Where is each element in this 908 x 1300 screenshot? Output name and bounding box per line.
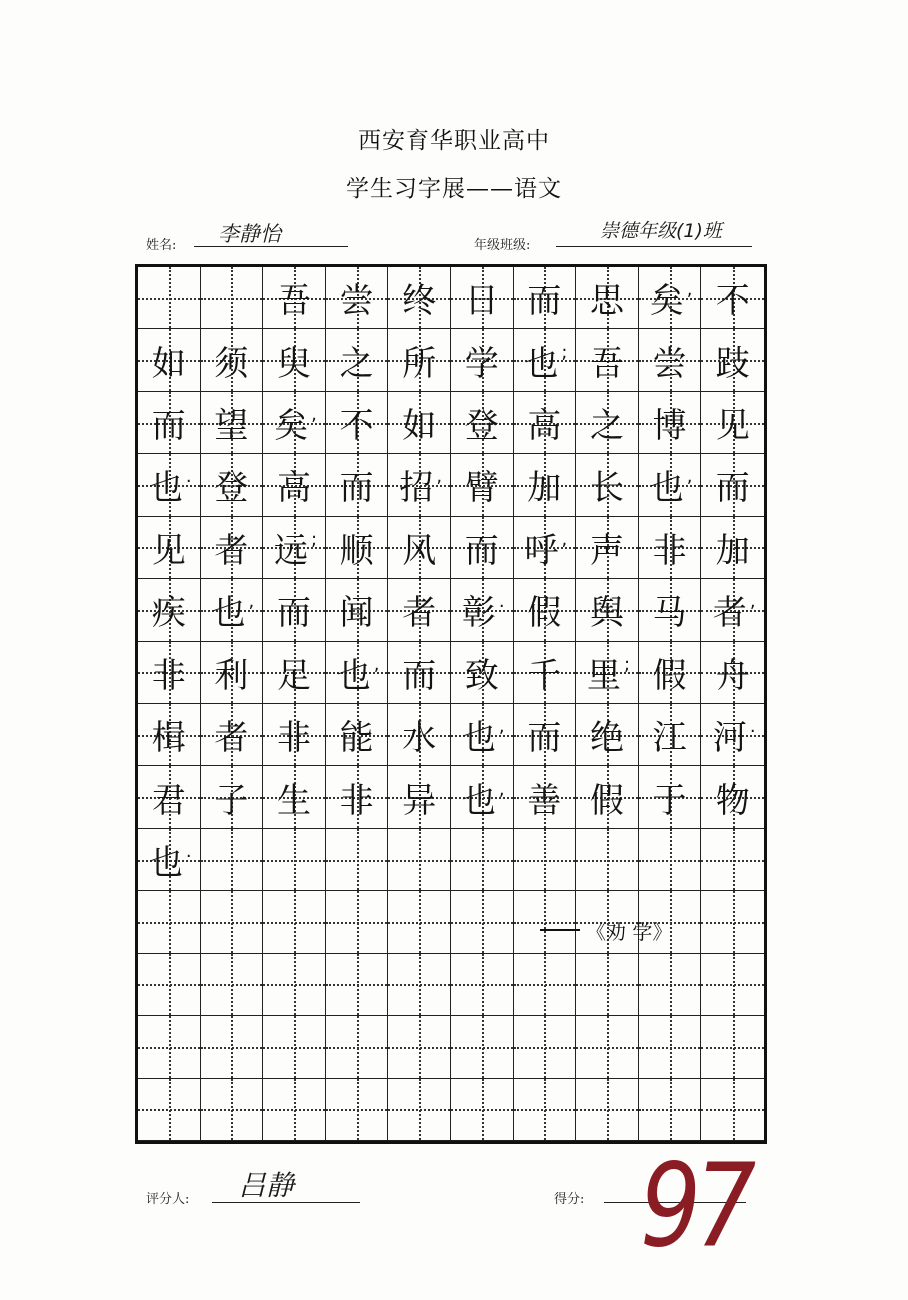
grid-cell (138, 329, 201, 391)
cell-character: 招 (399, 468, 434, 509)
grid-cell (514, 267, 577, 329)
cell-character: 臂 (464, 468, 499, 509)
cell-character: 尝 (652, 343, 687, 384)
source-title: 《劝 学》 (586, 919, 673, 944)
grid-cell (639, 829, 702, 891)
grid-cell (326, 392, 389, 454)
grid-cell (138, 954, 201, 1016)
grid-cell (326, 642, 389, 704)
grid-cell (388, 517, 451, 579)
grid-cell (326, 579, 389, 641)
grid-cell (701, 1016, 764, 1078)
cell-character: 矣 (649, 281, 684, 322)
grid-cell (388, 1016, 451, 1078)
cell-character: 而 (276, 593, 311, 634)
grid-cell (514, 1079, 577, 1141)
score-label: 得分: (554, 1192, 585, 1207)
grid-cell (514, 829, 577, 891)
grid-cell (451, 891, 514, 953)
grid-cell (701, 1079, 764, 1141)
grid-cell (263, 1079, 326, 1141)
grid-cell (326, 891, 389, 953)
grid-cell (388, 766, 451, 828)
grid-cell (138, 267, 201, 329)
punctuation-mark: , (373, 653, 380, 675)
cell-character: 也 (211, 593, 246, 634)
grid-cell (701, 704, 764, 766)
cell-character: 吾 (589, 343, 624, 384)
cell-character: 非 (276, 718, 311, 759)
grid-cell (451, 579, 514, 641)
cell-character: 而 (339, 468, 374, 509)
grid-cell (138, 517, 201, 579)
grid-cell (388, 579, 451, 641)
grid-cell (326, 517, 389, 579)
cell-character: 如 (151, 343, 186, 384)
grid-cell (701, 766, 764, 828)
cell-character: 加 (715, 530, 750, 571)
punctuation-mark: ; (310, 528, 318, 550)
grid-cell (514, 704, 577, 766)
grid-cell (263, 954, 326, 1016)
grid-cell (514, 766, 577, 828)
grid-cell (263, 704, 326, 766)
grid-cell (639, 1079, 702, 1141)
grid-cell (326, 829, 389, 891)
cell-character: 不 (339, 406, 374, 447)
cell-character: 水 (402, 718, 437, 759)
cell-character: 也 (148, 843, 183, 884)
grid-cell (451, 766, 514, 828)
cell-character: 君 (151, 780, 186, 821)
punctuation-mark: , (311, 404, 317, 426)
punctuation-mark: , (686, 279, 693, 301)
punctuation-mark: ; (561, 341, 568, 363)
class-value[interactable]: 崇德年级(1)班 (600, 220, 722, 242)
grid-cell (388, 329, 451, 391)
grid-cell (201, 704, 264, 766)
grid-cell (576, 1079, 639, 1141)
cell-character: 善 (527, 780, 562, 821)
cell-character: 也 (148, 468, 183, 509)
cell-character: 子 (214, 780, 249, 821)
cell-character: 吾 (276, 281, 311, 322)
score-value[interactable]: 97 (640, 1138, 751, 1274)
cell-character: 者 (402, 593, 437, 634)
grid-cell (388, 454, 451, 516)
grid-cell (388, 704, 451, 766)
cell-character: 见 (715, 406, 750, 447)
cell-character: 登 (464, 406, 499, 447)
grid-cell (201, 267, 264, 329)
cell-character: 也 (461, 780, 496, 821)
grid-cell (263, 891, 326, 953)
grid-cell (639, 267, 702, 329)
class-label: 年级班级: (474, 238, 531, 253)
cell-character: 里 (586, 655, 621, 696)
cell-character: 河 (712, 718, 747, 759)
grid-cell (576, 642, 639, 704)
grid-cell (326, 329, 389, 391)
grid-cell (201, 766, 264, 828)
cell-character: 假 (652, 655, 687, 696)
grid-cell (201, 891, 264, 953)
cell-character: 利 (214, 655, 249, 696)
cell-character: 于 (652, 780, 687, 821)
cell-character: 而 (402, 655, 437, 696)
cell-character: 疾 (151, 593, 186, 634)
cell-character: 高 (276, 468, 311, 509)
grid-cell (263, 579, 326, 641)
grid-cell (514, 579, 577, 641)
cell-character: 声 (589, 530, 624, 571)
grid-cell (388, 954, 451, 1016)
cell-character: 之 (589, 406, 624, 447)
cell-character: 望 (214, 406, 249, 447)
grid-cell (263, 392, 326, 454)
cell-character: 者 (214, 530, 249, 571)
grid-cell (514, 954, 577, 1016)
punctuation-mark: , (498, 778, 505, 800)
cell-character: 而 (464, 530, 499, 571)
grid-cell (514, 392, 577, 454)
grid-cell (201, 329, 264, 391)
punctuation-mark: , (686, 466, 693, 488)
cell-character: 非 (151, 655, 186, 696)
grid-cell (388, 829, 451, 891)
grid-cell (576, 1016, 639, 1078)
grid-cell (451, 704, 514, 766)
cell-character: 足 (276, 655, 311, 696)
cell-character: 如 (402, 406, 437, 447)
grid-cell (701, 642, 764, 704)
grid-cell (451, 267, 514, 329)
grid-cell (201, 517, 264, 579)
grid-cell (451, 642, 514, 704)
grid-cell (201, 579, 264, 641)
cell-character: 舆 (589, 593, 624, 634)
punctuation-mark: , (498, 716, 505, 738)
grid-cell (388, 392, 451, 454)
grid-cell (514, 517, 577, 579)
cell-character: 也 (336, 655, 371, 696)
grid-cell (326, 704, 389, 766)
cell-character: 也 (649, 468, 684, 509)
grid-cell (576, 829, 639, 891)
grid-cell (201, 1079, 264, 1141)
punctuation-mark: , (749, 591, 756, 613)
cell-character: 者 (712, 593, 747, 634)
grid-cell (639, 392, 702, 454)
cell-character: 非 (339, 780, 374, 821)
cell-character: 高 (527, 406, 562, 447)
grid-cell (263, 766, 326, 828)
grid-cell (138, 1079, 201, 1141)
grid-cell (639, 454, 702, 516)
cell-character: 矣 (274, 406, 309, 447)
cell-character: 者 (214, 718, 249, 759)
grid-cell (138, 829, 201, 891)
cell-character: 楫 (151, 718, 186, 759)
cell-character: 思 (589, 281, 624, 322)
grid-cell (263, 829, 326, 891)
grid-cell (326, 267, 389, 329)
grid-cell (514, 454, 577, 516)
grid-cell (514, 329, 577, 391)
grid-cell (451, 517, 514, 579)
grid-cell (201, 642, 264, 704)
cell-character: 顺 (339, 530, 374, 571)
grid-cell (639, 704, 702, 766)
cell-character: 异 (402, 780, 437, 821)
grid-cell (451, 392, 514, 454)
grid-cell (639, 766, 702, 828)
grid-cell (514, 642, 577, 704)
grid-cell (576, 954, 639, 1016)
cell-character: 假 (589, 780, 624, 821)
grid-cell (138, 392, 201, 454)
grid-cell (388, 642, 451, 704)
grid-cell (451, 454, 514, 516)
grid-cell (576, 454, 639, 516)
cell-character: 千 (527, 655, 562, 696)
cell-character: 马 (652, 593, 687, 634)
grid-cell (263, 329, 326, 391)
grid-cell (576, 704, 639, 766)
grid-cell (639, 1016, 702, 1078)
grid-cell (639, 517, 702, 579)
name-value[interactable]: 李静怡 (218, 222, 281, 246)
grid-cell (326, 766, 389, 828)
cell-character: 跂 (715, 343, 750, 384)
grid-cell (326, 1079, 389, 1141)
grid-cell (201, 454, 264, 516)
grid-cell (263, 517, 326, 579)
grid-cell (326, 454, 389, 516)
cell-character: 学 (464, 343, 499, 384)
name-label: 姓名: (146, 238, 177, 253)
cell-character: 之 (339, 343, 374, 384)
punctuation-mark: , (436, 466, 443, 488)
grid-cell (326, 954, 389, 1016)
grid-cell (263, 454, 326, 516)
cell-character: 加 (527, 468, 562, 509)
grid-cell (326, 1016, 389, 1078)
punctuation-mark: , (248, 591, 255, 613)
cell-character: 舟 (715, 655, 750, 696)
grid-cell (388, 267, 451, 329)
grid-cell (639, 642, 702, 704)
grid-cell (701, 517, 764, 579)
cell-character: 远 (273, 530, 308, 571)
cell-character: 见 (151, 530, 186, 571)
cell-character: 须 (214, 343, 249, 384)
cell-character: 所 (402, 343, 437, 384)
cell-character: 终 (402, 281, 437, 322)
grid-cell (201, 954, 264, 1016)
grid-cell (701, 267, 764, 329)
grid-cell (701, 829, 764, 891)
punctuation-mark: . (498, 591, 505, 613)
grid-cell (639, 329, 702, 391)
writing-grid (135, 264, 767, 1144)
cell-character: 闻 (339, 593, 374, 634)
cell-character: 也 (524, 343, 559, 384)
grid-cell (576, 766, 639, 828)
punctuation-mark: , (561, 528, 568, 550)
punctuation-mark: . (185, 466, 192, 488)
grid-cell (263, 267, 326, 329)
cell-character: 而 (527, 718, 562, 759)
punctuation-mark: . (185, 841, 192, 863)
cell-character: 生 (276, 780, 311, 821)
grid-cell (263, 642, 326, 704)
cell-character: 博 (652, 406, 687, 447)
cell-character: 长 (589, 468, 624, 509)
grid-cell (701, 329, 764, 391)
page-title: 西安育华职业高中 (358, 128, 550, 154)
punctuation-mark: . (749, 716, 756, 738)
punctuation-mark: ; (623, 653, 631, 675)
grid-cell (138, 1016, 201, 1078)
cell-character: 呼 (524, 530, 559, 571)
grid-cell (201, 1016, 264, 1078)
page-subtitle: 学生习字展——语文 (346, 176, 562, 202)
cell-character: 能 (339, 718, 374, 759)
cell-character: 而 (151, 406, 186, 447)
grid-cell (388, 1079, 451, 1141)
grid-cell (138, 454, 201, 516)
grid-cell (576, 579, 639, 641)
cell-character: 而 (527, 281, 562, 322)
grid-cell (639, 954, 702, 1016)
cell-character: 假 (527, 593, 562, 634)
cell-character: 物 (715, 780, 750, 821)
class-underline (556, 246, 752, 247)
grid-cell (576, 267, 639, 329)
cell-character: 而 (715, 468, 750, 509)
source-attribution (540, 900, 740, 960)
dash-line (540, 929, 580, 931)
grader-signature[interactable]: 吕静 (238, 1169, 295, 1202)
grid-cell (138, 704, 201, 766)
cell-character: 风 (402, 530, 437, 571)
grid-cell (138, 642, 201, 704)
grid-cell (701, 454, 764, 516)
grid-cell (138, 891, 201, 953)
grid-cell (451, 1079, 514, 1141)
grid-cell (576, 517, 639, 579)
grid-cell (451, 954, 514, 1016)
grid-cell (451, 829, 514, 891)
grid-cell (701, 579, 764, 641)
cell-character: 臾 (276, 343, 311, 384)
grid-cell (576, 329, 639, 391)
grid-cell (451, 1016, 514, 1078)
cell-character: 尝 (339, 281, 374, 322)
grid-cell (514, 1016, 577, 1078)
grid-cell (576, 392, 639, 454)
grader-label: 评分人: (146, 1192, 190, 1207)
cell-character: 绝 (589, 718, 624, 759)
cell-character: 江 (652, 718, 687, 759)
grid-cell (263, 1016, 326, 1078)
cell-character: 登 (214, 468, 249, 509)
cell-character: 也 (461, 718, 496, 759)
grid-cell (201, 392, 264, 454)
cell-character: 日 (464, 281, 499, 322)
grid-cell (138, 766, 201, 828)
grid-cell (451, 329, 514, 391)
grid-cell (701, 392, 764, 454)
grid-cell (138, 579, 201, 641)
grid-cell (639, 579, 702, 641)
cell-character: 非 (652, 530, 687, 571)
cell-character: 彰 (461, 593, 496, 634)
grid-cell (201, 829, 264, 891)
cell-character: 致 (464, 655, 499, 696)
grid-cell (388, 891, 451, 953)
grid-cell (701, 954, 764, 1016)
cell-character: 不 (715, 281, 750, 322)
